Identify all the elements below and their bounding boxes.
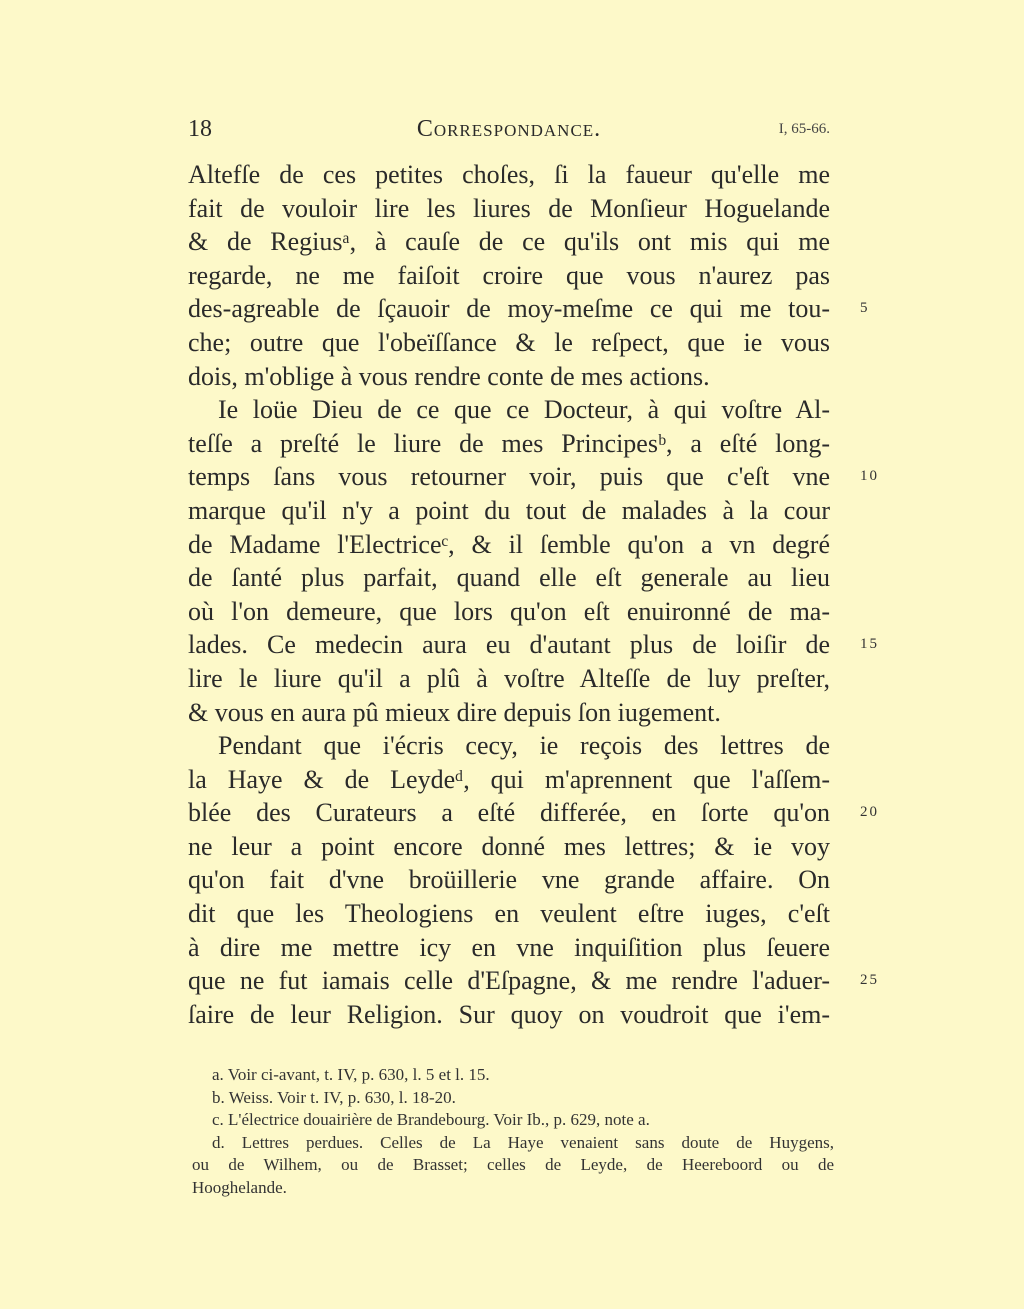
text-line: lire le liure qu'il a plû à voſtre Alteſſe de luy preſter,	[188, 663, 830, 693]
text-line: fait de vouloir lire les liures de Monſieur Hoguelande	[188, 193, 830, 223]
line-number: 15	[860, 636, 879, 653]
text-line: Altefſe de ces petites choſes, ſi la faueur qu'elle me	[188, 160, 830, 189]
text-line: temps ſans vous retourner voir, puis que c'eſt vne 10	[188, 460, 830, 494]
line-number: 25	[860, 972, 879, 989]
text-line: & de Regiusᵃ, à cauſe de ce qu'ils ont mis qui me	[188, 227, 830, 257]
footnote: d. Lettres perdues. Celles de La Haye venaient sans doute de Huygens,	[212, 1132, 834, 1152]
text-line: dois, m'oblige à vous rendre conte de mes actions.	[188, 361, 710, 391]
text-line: Ie loüe Dieu de ce que ce Docteur, à qui voſtre Al-	[218, 395, 830, 425]
footnote: c. L'électrice douairière de Brandebourg. Voir Ib., p. 629, note a.	[212, 1110, 650, 1129]
text-line: & vous en aura pû mieux dire depuis ſon iugement.	[188, 697, 721, 727]
line-number: 10	[860, 468, 879, 485]
text-line: de ſanté plus parfait, quand elle eſt generale au lieu	[188, 563, 830, 593]
text-line: lades. Ce medecin aura eu d'autant plus de loiſir de 15	[188, 628, 830, 662]
body-text	[188, 158, 879, 1031]
text-line: Pendant que i'écris cecy, ie reçois des lettres de	[218, 731, 830, 761]
text-line: des-agreable de ſçauoir de moy-meſme ce qui me tou- 5	[188, 292, 830, 326]
text-line: où l'on demeure, que lors qu'on eſt enuironné de ma-	[188, 596, 830, 626]
text-line: regarde, ne me faiſoit croire que vous n'aurez pas	[188, 260, 830, 290]
line-number: 20	[860, 804, 879, 821]
footnotes	[192, 1064, 834, 1199]
footnote: b. Weiss. Voir t. IV, p. 630, l. 18-20.	[212, 1087, 456, 1107]
text-line: qu'on fait d'vne broüillerie vne grande affaire. On	[188, 865, 830, 895]
footnote-continuation: ou de Wilhem, ou de Brasset; celles de Leyde, de Heereboord ou de	[192, 1155, 834, 1174]
text-line: che; outre que l'obeïſſance & le reſpect, que ie vous	[188, 327, 830, 357]
footnote: a. Voir ci-avant, t. IV, p. 630, l. 5 et l. 15.	[212, 1065, 490, 1084]
page-header	[188, 116, 830, 146]
footnote-continuation: Hooghelande.	[192, 1177, 287, 1197]
text-line: ſaire de leur Religion. Sur quoy on voudroit que i'em-	[188, 999, 830, 1029]
text-line: la Haye & de Leydeᵈ, qui m'aprennent que l'aſſem-	[188, 764, 830, 794]
text-line: de Madame l'Electriceᶜ, & il ſemble qu'on a vn degré	[188, 529, 830, 559]
text-line: blée des Curateurs a eſté differée, en ſorte qu'on 20	[188, 796, 830, 830]
text-line: à dire me mettre icy en vne inquiſition plus ſeuere	[188, 932, 830, 962]
page-reference: I, 65-66.	[778, 121, 830, 137]
text-line: marque qu'il n'y a point du tout de malades à la cour	[188, 495, 830, 525]
text-line: teſſe a preſté le liure de mes Principesᵇ, a eſté long-	[188, 428, 830, 458]
text-line: ne leur a point encore donné mes lettres; & ie voy	[188, 831, 830, 861]
running-title: Correspondance.	[416, 116, 602, 142]
line-number: 5	[860, 300, 870, 317]
page-number: 18	[188, 116, 212, 142]
text-line: dit que les Theologiens en veulent eſtre iuges, c'eſt	[188, 899, 830, 929]
text-line: que ne fut iamais celle d'Eſpagne, & me rendre l'aduer- 25	[188, 964, 830, 998]
